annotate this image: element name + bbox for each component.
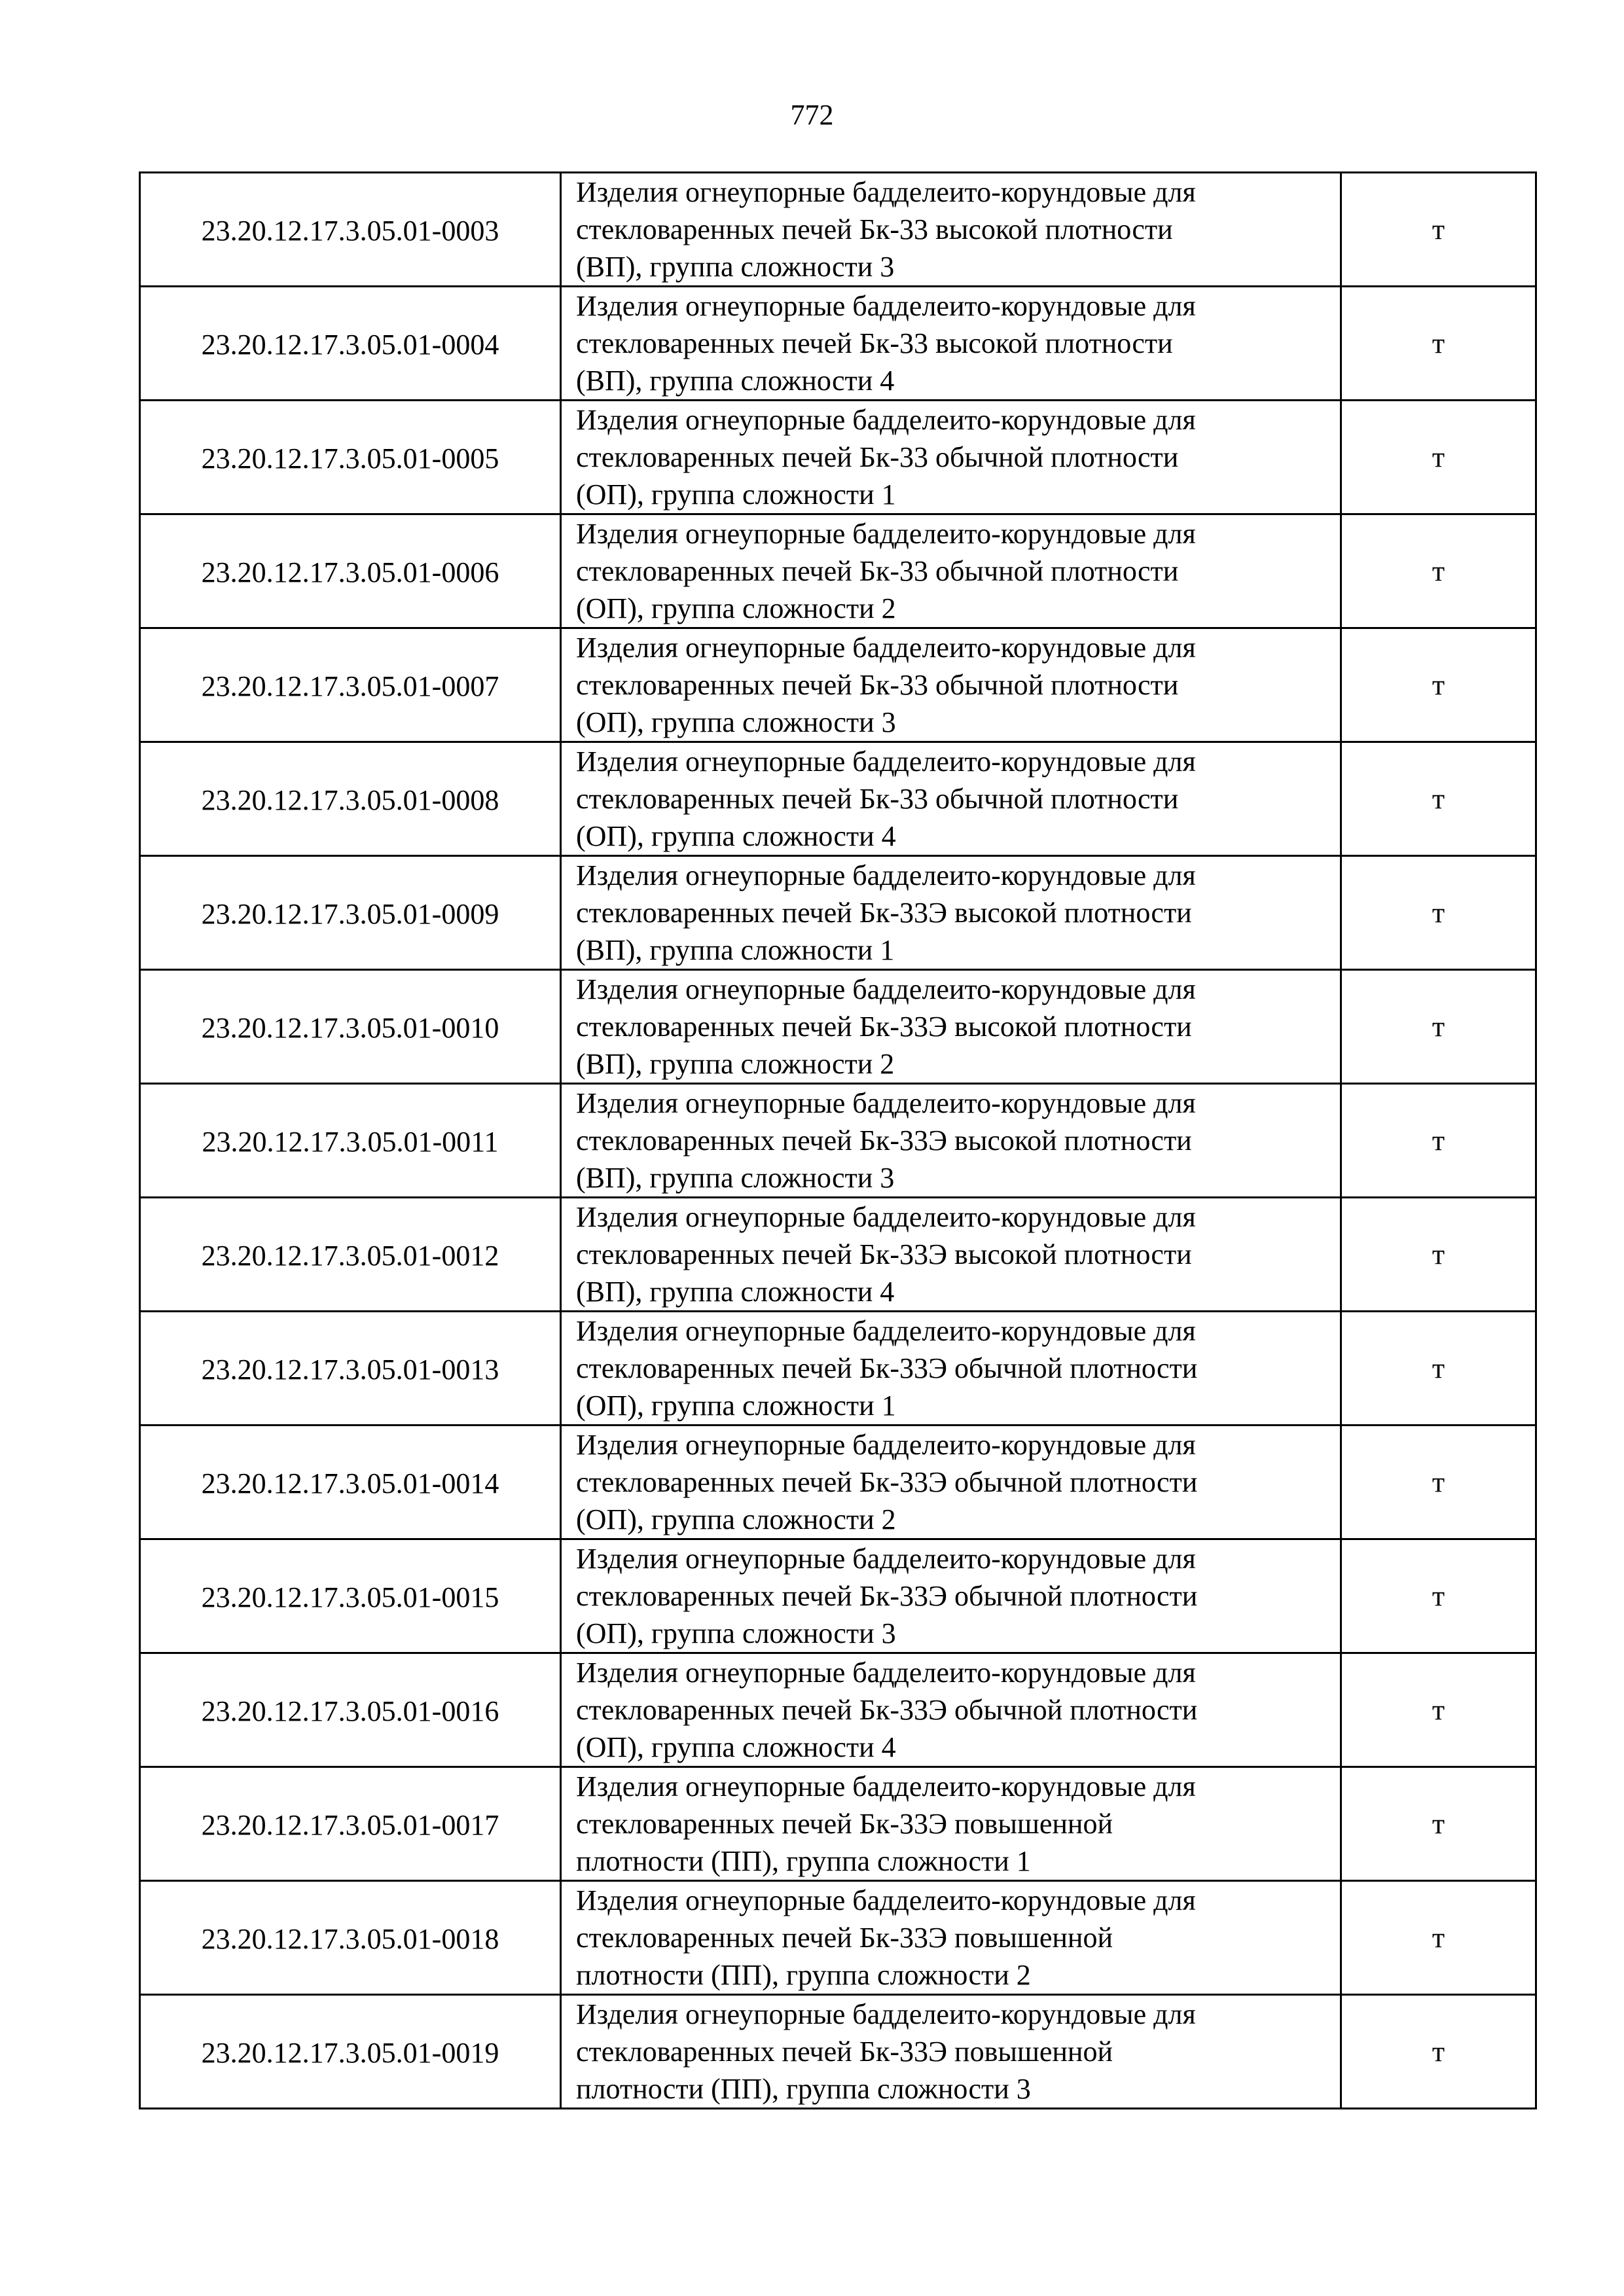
unit-cell <box>1341 287 1536 401</box>
resource-code: 23.20.12.17.3.05.01-0017 <box>201 1809 499 1841</box>
resource-code: 23.20.12.17.3.05.01-0010 <box>201 1012 499 1044</box>
resource-name: Изделия огнеупорные бадделеито-корундовые для стекловаренных печей Бк-33Э повышенной плотности (ПП), группа сложности 2 <box>576 1884 1196 1991</box>
resource-name: Изделия огнеупорные бадделеито-корундовые для стекловаренных печей Бк-33Э обычной плотности (ОП), группа сложности 1 <box>576 1315 1198 1422</box>
resource-code: 23.20.12.17.3.05.01-0018 <box>201 1923 499 1955</box>
table-row <box>140 742 1536 856</box>
measurement-unit: т <box>1432 441 1445 473</box>
table-row <box>140 173 1536 287</box>
name-cell <box>561 1084 1341 1198</box>
table-row <box>140 1881 1536 1995</box>
resource-name: Изделия огнеупорные бадделеито-корундовые для стекловаренных печей Бк-33Э повышенной плотности (ПП), группа сложности 3 <box>576 1998 1196 2105</box>
name-cell <box>561 856 1341 970</box>
code-cell <box>140 628 561 742</box>
resource-code: 23.20.12.17.3.05.01-0011 <box>202 1126 499 1158</box>
measurement-unit: т <box>1432 669 1445 701</box>
resource-code: 23.20.12.17.3.05.01-0006 <box>201 556 499 588</box>
name-cell <box>561 970 1341 1084</box>
code-cell <box>140 1995 561 2109</box>
measurement-unit: т <box>1432 1238 1445 1270</box>
measurement-unit: т <box>1432 1011 1445 1043</box>
resource-codes-table <box>139 171 1537 2109</box>
table-row <box>140 1084 1536 1198</box>
table-row <box>140 1426 1536 1539</box>
measurement-unit: т <box>1432 2036 1445 2068</box>
resource-name: Изделия огнеупорные бадделеито-корундовые для стекловаренных печей Бк-33 высокой плотности (ВП), группа сложности 3 <box>576 176 1196 283</box>
unit-cell <box>1341 1995 1536 2109</box>
measurement-unit: т <box>1432 1466 1445 1498</box>
measurement-unit: т <box>1432 555 1445 587</box>
resource-code: 23.20.12.17.3.05.01-0003 <box>201 215 499 247</box>
unit-cell <box>1341 1539 1536 1653</box>
code-cell <box>140 173 561 287</box>
resource-name: Изделия огнеупорные бадделеито-корундовые для стекловаренных печей Бк-33Э высокой плотности (ВП), группа сложности 1 <box>576 859 1196 966</box>
name-cell <box>561 287 1341 401</box>
table-row <box>140 514 1536 628</box>
code-cell <box>140 1539 561 1653</box>
resource-code: 23.20.12.17.3.05.01-0014 <box>201 1467 499 1499</box>
unit-cell <box>1341 1881 1536 1995</box>
code-cell <box>140 1312 561 1426</box>
code-cell <box>140 1653 561 1767</box>
code-cell <box>140 287 561 401</box>
code-cell <box>140 1198 561 1312</box>
code-cell <box>140 1084 561 1198</box>
name-cell <box>561 514 1341 628</box>
name-cell <box>561 1881 1341 1995</box>
measurement-unit: т <box>1432 1922 1445 1954</box>
measurement-unit: т <box>1432 213 1445 245</box>
measurement-unit: т <box>1432 1694 1445 1726</box>
resource-name: Изделия огнеупорные бадделеито-корундовые для стекловаренных печей Бк-33Э высокой плотности (ВП), группа сложности 2 <box>576 973 1196 1080</box>
name-cell <box>561 1767 1341 1881</box>
code-cell <box>140 401 561 514</box>
name-cell <box>561 401 1341 514</box>
measurement-unit: т <box>1432 897 1445 929</box>
resource-name: Изделия огнеупорные бадделеито-корундовые для стекловаренных печей Бк-33Э высокой плотности (ВП), группа сложности 4 <box>576 1201 1196 1308</box>
unit-cell <box>1341 514 1536 628</box>
unit-cell <box>1341 1198 1536 1312</box>
resource-name: Изделия огнеупорные бадделеито-корундовые для стекловаренных печей Бк-33 обычной плотности (ОП), группа сложности 1 <box>576 404 1196 511</box>
table-row <box>140 970 1536 1084</box>
code-cell <box>140 1767 561 1881</box>
resource-name: Изделия огнеупорные бадделеито-корундовые для стекловаренных печей Бк-33 обычной плотности (ОП), группа сложности 3 <box>576 632 1196 738</box>
unit-cell <box>1341 856 1536 970</box>
resource-code: 23.20.12.17.3.05.01-0013 <box>201 1354 499 1386</box>
code-cell <box>140 742 561 856</box>
code-cell <box>140 856 561 970</box>
resource-code: 23.20.12.17.3.05.01-0012 <box>201 1240 499 1272</box>
code-cell <box>140 970 561 1084</box>
table-body <box>140 173 1536 2109</box>
resource-code: 23.20.12.17.3.05.01-0004 <box>201 329 499 361</box>
resource-code: 23.20.12.17.3.05.01-0007 <box>201 670 499 702</box>
measurement-unit: т <box>1432 1352 1445 1384</box>
table-row <box>140 1198 1536 1312</box>
name-cell <box>561 742 1341 856</box>
name-cell <box>561 1426 1341 1539</box>
resource-name: Изделия огнеупорные бадделеито-корундовые для стекловаренных печей Бк-33 обычной плотности (ОП), группа сложности 4 <box>576 745 1196 852</box>
resource-name: Изделия огнеупорные бадделеито-корундовые для стекловаренных печей Бк-33Э обычной плотности (ОП), группа сложности 4 <box>576 1657 1198 1763</box>
table-row <box>140 1539 1536 1653</box>
name-cell <box>561 1539 1341 1653</box>
name-cell <box>561 1653 1341 1767</box>
resource-code: 23.20.12.17.3.05.01-0016 <box>201 1695 499 1727</box>
resource-name: Изделия огнеупорные бадделеито-корундовые для стекловаренных печей Бк-33 обычной плотности (ОП), группа сложности 2 <box>576 518 1196 624</box>
table-row <box>140 1995 1536 2109</box>
resource-name: Изделия огнеупорные бадделеито-корундовые для стекловаренных печей Бк-33Э повышенной плотности (ПП), группа сложности 1 <box>576 1770 1196 1877</box>
code-cell <box>140 1426 561 1539</box>
unit-cell <box>1341 970 1536 1084</box>
name-cell <box>561 1995 1341 2109</box>
resource-code: 23.20.12.17.3.05.01-0005 <box>201 442 499 475</box>
table-row <box>140 856 1536 970</box>
page-number: 772 <box>790 99 834 131</box>
table-row <box>140 1312 1536 1426</box>
resource-name: Изделия огнеупорные бадделеито-корундовые для стекловаренных печей Бк-33Э обычной плотности (ОП), группа сложности 3 <box>576 1543 1198 1649</box>
unit-cell <box>1341 173 1536 287</box>
resource-code: 23.20.12.17.3.05.01-0008 <box>201 784 499 816</box>
resource-name: Изделия огнеупорные бадделеито-корундовые для стекловаренных печей Бк-33Э обычной плотности (ОП), группа сложности 2 <box>576 1429 1198 1535</box>
table-row <box>140 401 1536 514</box>
resource-code: 23.20.12.17.3.05.01-0015 <box>201 1581 499 1613</box>
unit-cell <box>1341 401 1536 514</box>
unit-cell <box>1341 1312 1536 1426</box>
table-row <box>140 1767 1536 1881</box>
measurement-unit: т <box>1432 1124 1445 1157</box>
resource-code: 23.20.12.17.3.05.01-0019 <box>201 2037 499 2069</box>
measurement-unit: т <box>1432 783 1445 815</box>
unit-cell <box>1341 1767 1536 1881</box>
name-cell <box>561 1198 1341 1312</box>
code-cell <box>140 1881 561 1995</box>
unit-cell <box>1341 1084 1536 1198</box>
code-cell <box>140 514 561 628</box>
unit-cell <box>1341 742 1536 856</box>
name-cell <box>561 173 1341 287</box>
measurement-unit: т <box>1432 1808 1445 1840</box>
unit-cell <box>1341 1426 1536 1539</box>
table-row <box>140 628 1536 742</box>
table-row <box>140 287 1536 401</box>
measurement-unit: т <box>1432 327 1445 359</box>
resource-name: Изделия огнеупорные бадделеито-корундовые для стекловаренных печей Бк-33 высокой плотности (ВП), группа сложности 4 <box>576 290 1196 397</box>
measurement-unit: т <box>1432 1580 1445 1612</box>
name-cell <box>561 628 1341 742</box>
resource-name: Изделия огнеупорные бадделеито-корундовые для стекловаренных печей Бк-33Э высокой плотности (ВП), группа сложности 3 <box>576 1087 1196 1194</box>
name-cell <box>561 1312 1341 1426</box>
resource-code: 23.20.12.17.3.05.01-0009 <box>201 898 499 930</box>
table-row <box>140 1653 1536 1767</box>
unit-cell <box>1341 628 1536 742</box>
unit-cell <box>1341 1653 1536 1767</box>
